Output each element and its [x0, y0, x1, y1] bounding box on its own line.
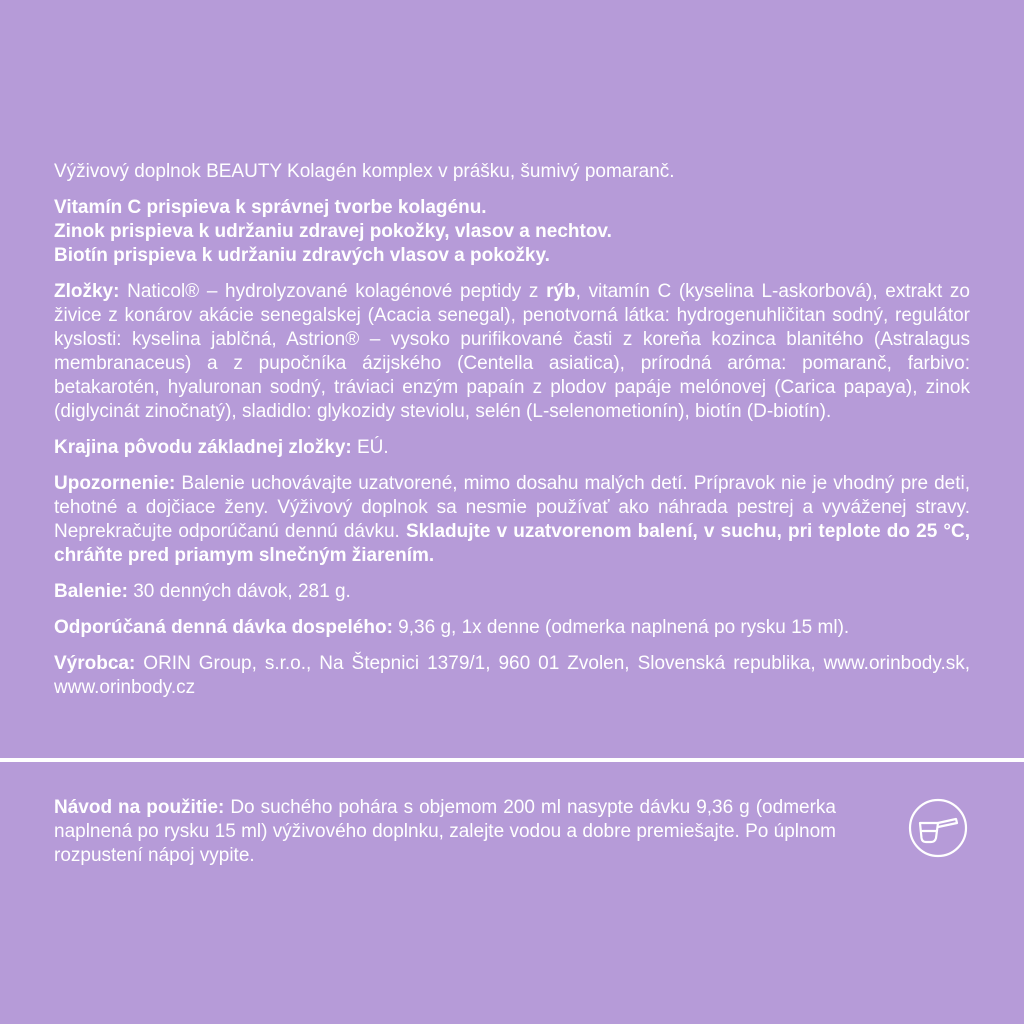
- claim-vitamin-c: Vitamín C prispieva k správnej tvorbe kolagénu.: [54, 197, 487, 218]
- measuring-scoop-icon: [906, 796, 970, 860]
- dose-label: Odporúčaná denná dávka dospelého:: [54, 617, 393, 638]
- maker-paragraph: [54, 652, 970, 700]
- section-divider: [0, 758, 1024, 762]
- origin-value: EÚ.: [351, 437, 389, 458]
- label-content: [54, 160, 970, 700]
- allergen-text: rýb: [546, 281, 576, 302]
- claim-biotin: Biotín prispieva k udržaniu zdravých vlasov a pokožky.: [54, 245, 550, 266]
- ingredients-text-b: , vitamín C (kyselina L-askorbová), extrakt zo živice z konárov akácie senegalskej (Acacia senegal), penotvorná látka: hydrogenuhličitan sodný, regulátor kyslosti: kyselina jablčná, Astrion® – vysoko purifikované časti z koreňa kozinca blanitého (Astralagus membranaceus) a z pupočníka ázijského (Centella asiatica), prírodná aróma: pomaranč, farbivo: betakarotén, hyaluronan sodný, tráviaci enzým papaín z plodov papáje melónovej (Carica papaya), zinok (diglycinát zinočnatý), sladidlo: glykozidy steviolu, selén (L-selenometionín), biotín (D-biotín).: [54, 281, 970, 422]
- package-label: Balenie:: [54, 581, 128, 602]
- dose-paragraph: [54, 616, 970, 640]
- usage-label: Návod na použitie:: [54, 797, 225, 818]
- usage-paragraph: [54, 796, 836, 868]
- product-title-text: Výživový doplnok BEAUTY Kolagén komplex v prášku, šumivý pomaranč.: [54, 161, 675, 182]
- storage-text: Skladujte v uzatvorenom balení, v suchu, pri teplote do 25 °C, chráňte pred priamym slnečným žiarením.: [54, 521, 970, 566]
- dose-value: 9,36 g, 1x denne (odmerka naplnená po rysku 15 ml).: [392, 617, 850, 638]
- package-value: 30 denných dávok, 281 g.: [127, 581, 351, 602]
- warning-label: Upozornenie:: [54, 473, 176, 494]
- product-title: [54, 160, 970, 184]
- ingredients-label: Zložky:: [54, 281, 120, 302]
- origin-paragraph: [54, 436, 970, 460]
- origin-label: Krajina pôvodu základnej zložky:: [54, 437, 352, 458]
- usage-text: Do suchého pohára s objemom 200 ml nasypte dávku 9,36 g (odmerka naplnená po rysku 15 ml) výživového doplnku, zalejte vodou a dobre premiešajte. Po úplnom rozpustení nápoj vypite.: [54, 797, 836, 866]
- warning-paragraph: [54, 472, 970, 568]
- health-claims: [54, 196, 970, 268]
- maker-value: ORIN Group, s.r.o., Na Štepnici 1379/1, 960 01 Zvolen, Slovenská republika, www.orinbody.sk, www.orinbody.cz: [54, 653, 970, 698]
- ingredients-paragraph: [54, 280, 970, 424]
- warning-text: Balenie uchovávajte uzatvorené, mimo dosahu malých detí. Prípravok nie je vhodný pre deti, tehotné a dojčiace ženy. Výživový doplnok sa nesmie používať ako náhrada pestrej a vyváženej stravy. Neprekračujte odporúčanú dennú dávku.: [54, 473, 970, 542]
- ingredients-text-a: Naticol® – hydrolyzované kolagénové peptidy z: [119, 281, 547, 302]
- package-paragraph: [54, 580, 970, 604]
- claim-zinc: Zinok prispieva k udržaniu zdravej pokožky, vlasov a nechtov.: [54, 221, 612, 242]
- maker-label: Výrobca:: [54, 653, 136, 674]
